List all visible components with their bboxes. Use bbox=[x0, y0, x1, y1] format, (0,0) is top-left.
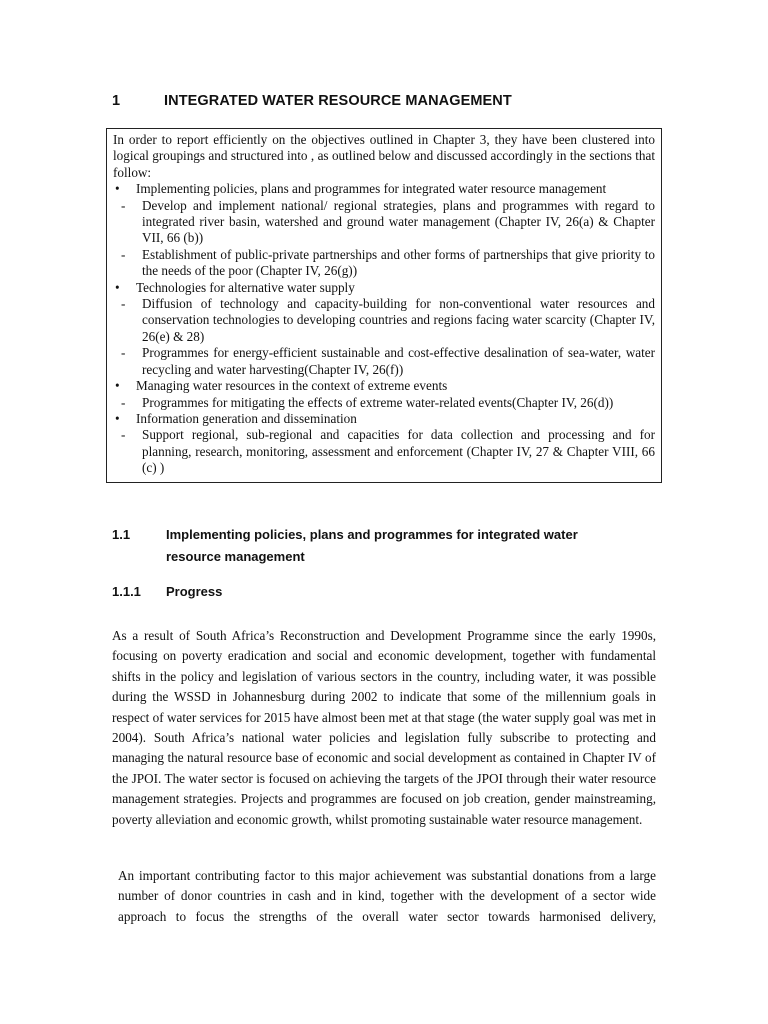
objectives-list bbox=[113, 181, 655, 476]
objective-group bbox=[113, 411, 655, 477]
dash-icon: - bbox=[121, 345, 126, 361]
section-number: 1.1 bbox=[112, 527, 131, 542]
sub-item-text: Support regional, sub-regional and capacities for data collection and processing and for planning, research, monitoring, assessment and enforcement (Chapter IV, 27 & Chapter VIII, 66 (c) ) bbox=[142, 427, 655, 476]
sub-item bbox=[113, 296, 655, 345]
objective-group bbox=[113, 181, 655, 279]
sub-list bbox=[113, 296, 655, 378]
sub-item-text: Diffusion of technology and capacity-building for non-conventional water resources and conservation technologies to developing countries and regions facing water scarcity (Chapter IV, 26(e) & 28) bbox=[142, 296, 655, 344]
section-title: Progress bbox=[166, 584, 223, 599]
section-heading-1-1 bbox=[112, 524, 632, 568]
section-number: 1 bbox=[112, 93, 121, 109]
dash-icon: - bbox=[121, 197, 126, 213]
sub-item-text: Establishment of public-private partnerships and other forms of partnerships that give priority to the needs of the poor (Chapter IV, 26(g)) bbox=[142, 246, 655, 279]
section-heading-1 bbox=[112, 93, 512, 109]
sub-item bbox=[113, 198, 655, 247]
group-label: Implementing policies, plans and programmes for integrated water resource management bbox=[136, 181, 607, 197]
sub-item-text: Programmes for energy-efficient sustainable and cost-effective desalination of sea-water, water recycling and water harvesting(Chapter IV, 26(f)) bbox=[142, 345, 655, 377]
body-paragraph: An important contributing factor to this major achievement was substantial donations from a large number of donor countries in cash and in kind, together with the development of a sector wide approach to focus the strengths of the overall water sector towards harmonised delivery, bbox=[118, 868, 656, 924]
dash-icon: - bbox=[121, 246, 126, 262]
dash-icon: - bbox=[121, 427, 126, 443]
sub-item-text: Develop and implement national/ regional strategies, plans and programmes with regard to integrated river basin, watershed and ground water management (Chapter IV, 26(a) & Chapter VII, 66 (b)) bbox=[142, 197, 655, 246]
sub-item bbox=[113, 395, 655, 411]
section-title: Implementing policies, plans and programmes for integrated water resource management bbox=[166, 527, 578, 564]
sub-list bbox=[113, 427, 655, 476]
group-label: Information generation and dissemination bbox=[136, 410, 357, 426]
section-number: 1.1.1 bbox=[112, 584, 141, 599]
objectives-box bbox=[106, 128, 662, 483]
sub-item bbox=[113, 427, 655, 476]
sub-item-text: Programmes for mitigating the effects of extreme water-related events(Chapter IV, 26(d)) bbox=[142, 394, 614, 410]
section-heading-1-1-1 bbox=[112, 584, 222, 599]
sub-item bbox=[113, 345, 655, 378]
sub-list bbox=[113, 395, 655, 411]
bullet-icon: • bbox=[115, 181, 120, 197]
sub-list bbox=[113, 198, 655, 280]
group-label: Managing water resources in the context of extreme events bbox=[136, 378, 448, 394]
section-title: INTEGRATED WATER RESOURCE MANAGEMENT bbox=[164, 93, 512, 109]
objective-group bbox=[113, 378, 655, 411]
dash-icon: - bbox=[121, 394, 126, 410]
objective-group bbox=[113, 280, 655, 378]
box-intro: In order to report efficiently on the objectives outlined in Chapter 3, they have been clustered into logical groupings and structured into , as outlined below and discussed accordingly in the sections that follow: bbox=[113, 132, 655, 180]
bullet-icon: • bbox=[115, 410, 120, 426]
group-label: Technologies for alternative water supply bbox=[136, 279, 355, 295]
bullet-icon: • bbox=[115, 279, 120, 295]
dash-icon: - bbox=[121, 296, 126, 312]
body-paragraph: As a result of South Africa’s Reconstruction and Development Programme since the early 1990s, focusing on poverty eradication and social and economic development, together with fundamental shifts in the policy and legislation of various sectors in the country, including water, it was possible during the WSSD in Johannesburg during 2002 to indicate that some of the millennium goals in respect of water services for 2015 have almost been met at that stage (the water supply goal was met in 2004). South Africa’s national water policies and legislation fully subscribe to protecting and managing the natural resource base of economic and social development as contained in Chapter IV of the JPOI. The water sector is focused on achieving the targets of the JPOI through their water resource management strategies. Projects and programmes are focused on job creation, gender mainstreaming, poverty alleviation and economic growth, whilst promoting sustainable water resource management. bbox=[112, 628, 656, 827]
bullet-icon: • bbox=[115, 378, 120, 394]
sub-item bbox=[113, 247, 655, 280]
